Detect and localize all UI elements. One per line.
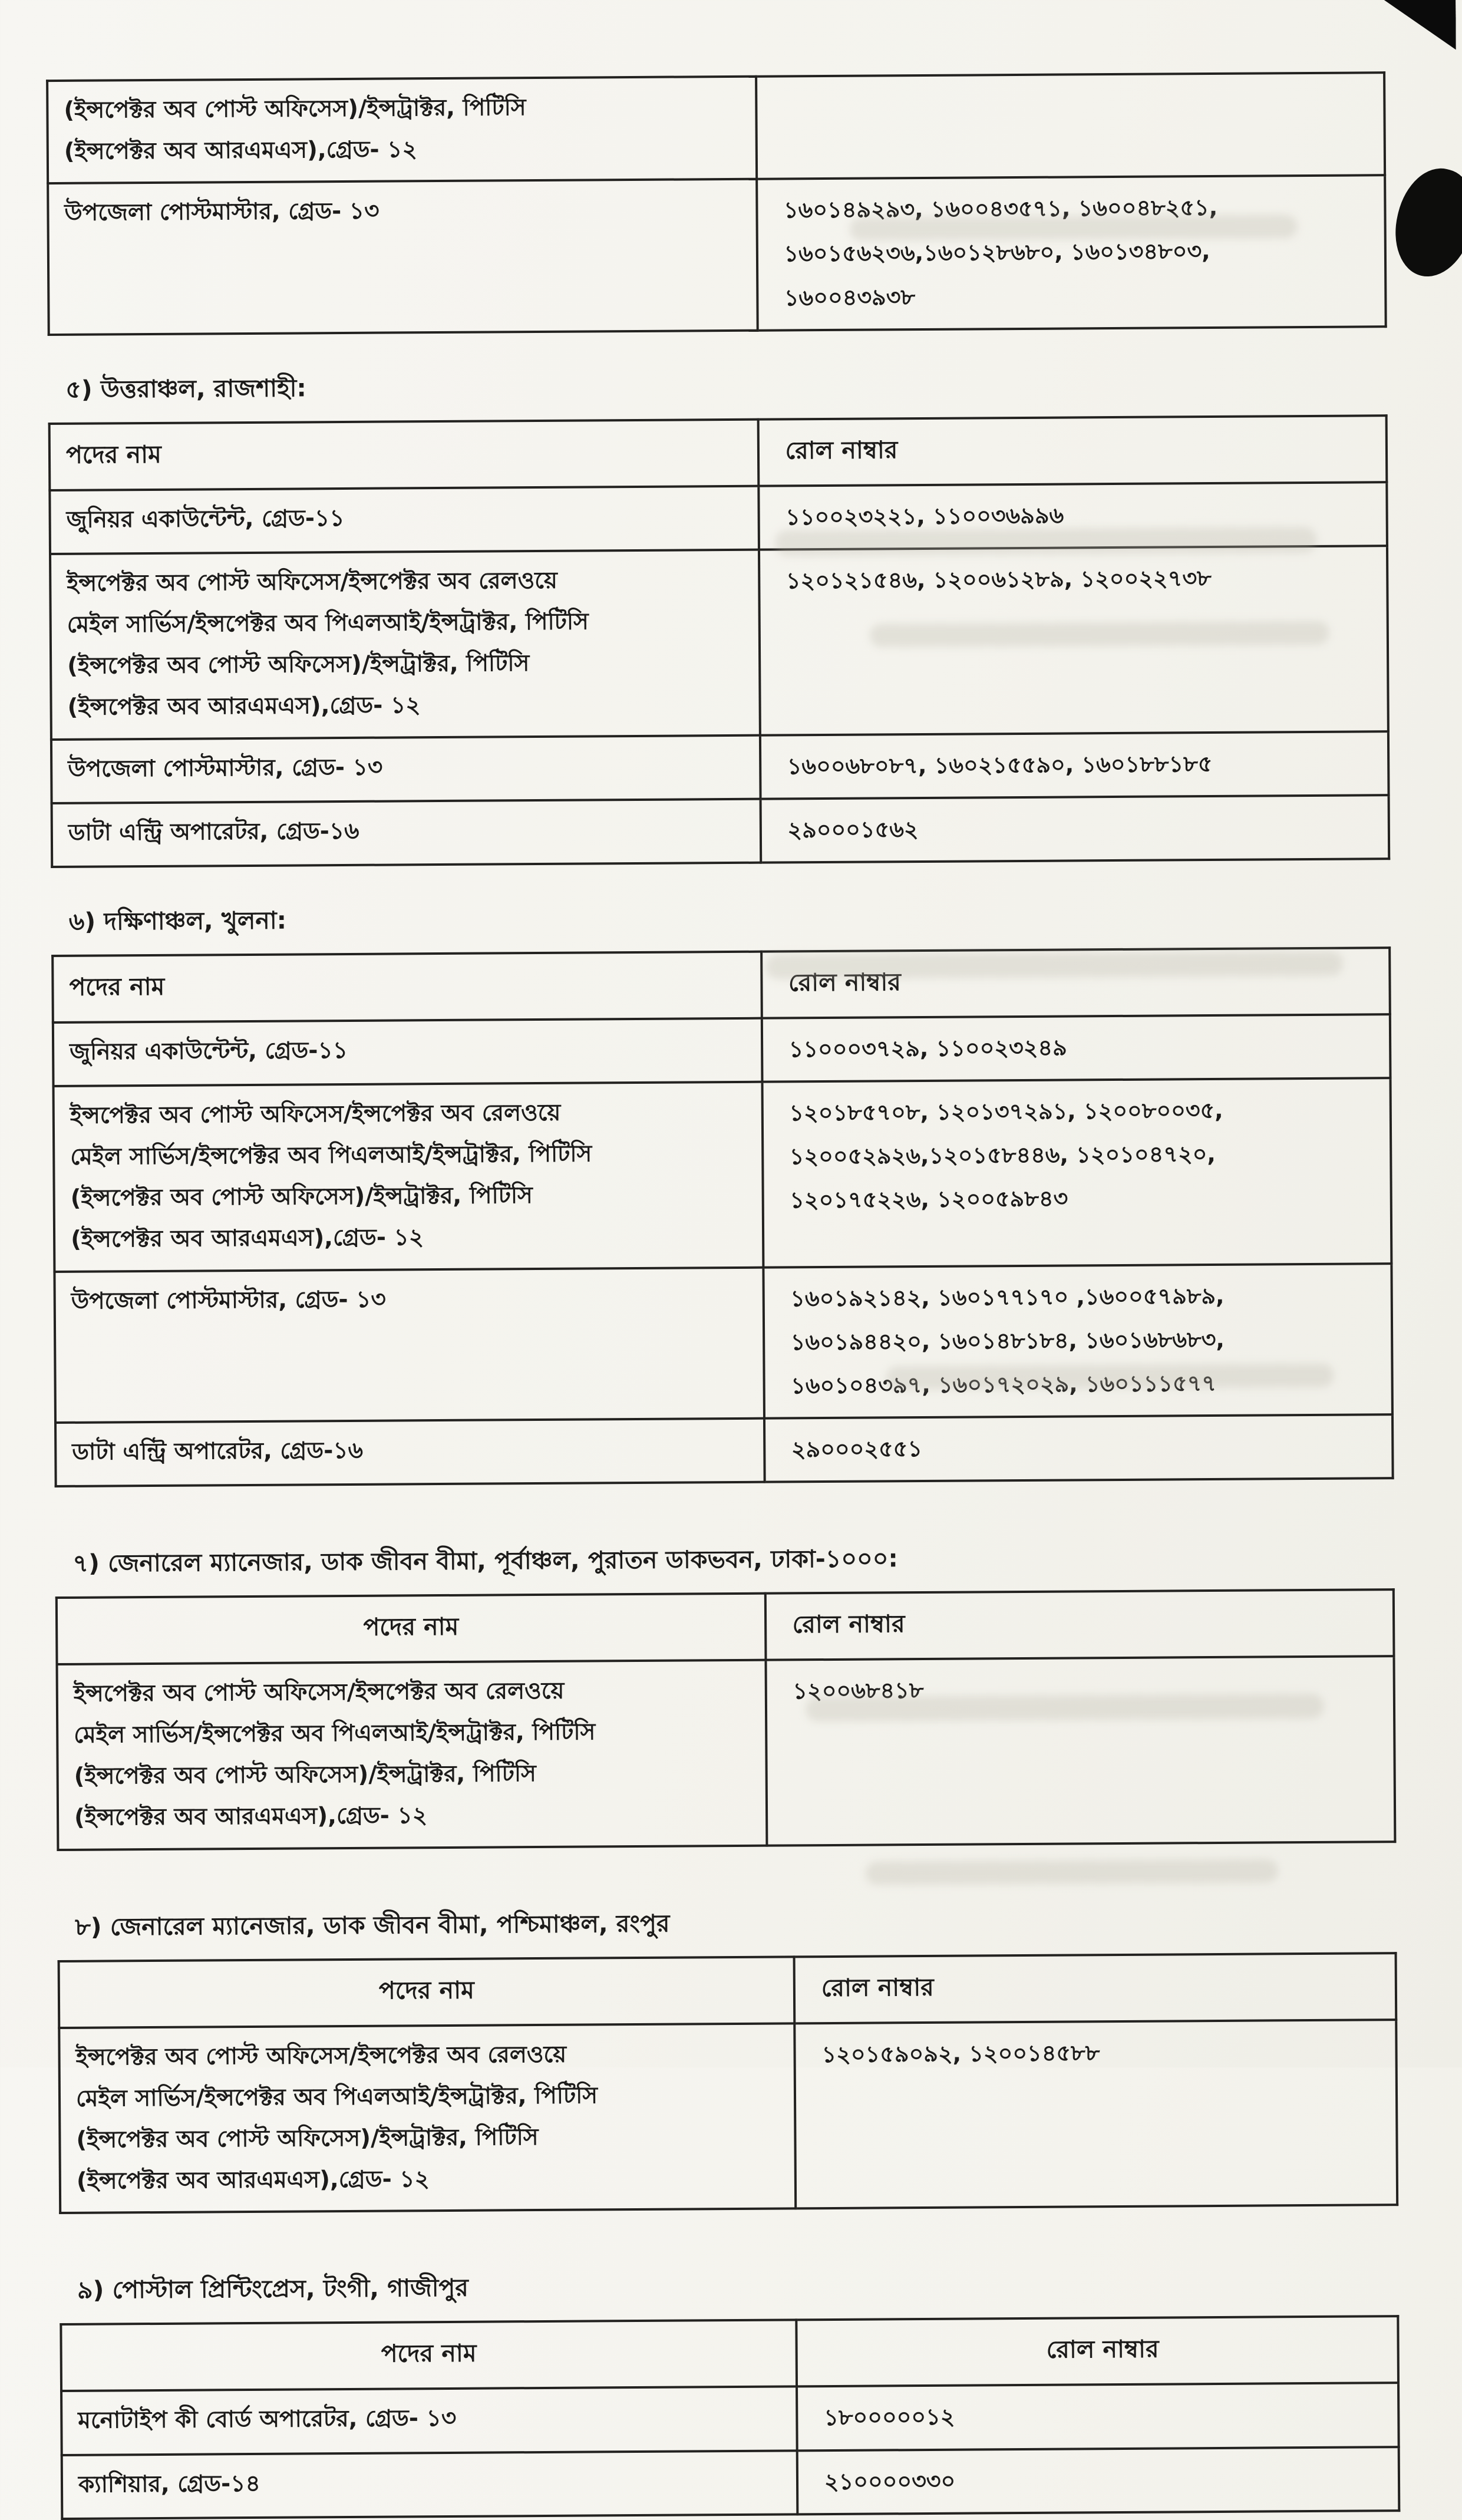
- roll-numbers-cell: ১১০০০৩৭২৯, ১১০০২৩২৪৯: [761, 1014, 1390, 1082]
- section-heading: ৯) পোস্টাল প্রিন্টিংপ্রেস, টংগী, গাজীপুর: [77, 2274, 469, 2305]
- results-table: [51, 946, 1394, 1487]
- results-table: [46, 71, 1387, 336]
- table-row: [48, 176, 1386, 335]
- scan-ink-blob-artifact: [1385, 160, 1462, 285]
- post-name-header: পদের নাম: [61, 2320, 797, 2392]
- header-row: [52, 948, 1390, 1022]
- roll-number-header: রোল নাম্বার: [761, 948, 1390, 1018]
- post-name-header: পদের নাম: [49, 419, 758, 490]
- post-name-cell: জুনিয়র একাউন্টেন্ট, গ্রেড-১১: [49, 486, 758, 553]
- header-row: [57, 1589, 1394, 1664]
- roll-numbers-cell: ২১০০০০৩৩০: [797, 2447, 1400, 2514]
- roll-numbers-cell: ১২০১৮৫৭০৮, ১২০১৩৭২৯১, ১২০০৮০০৩৫, ১২০০৫২৯২৬,১২০১৫৮৪৪৬, ১২০১০৪৭২০, ১২০১৭৫২২৬, ১২০০৫৯৮৪৩: [762, 1078, 1391, 1267]
- results-table: [55, 1588, 1397, 1851]
- table-row: [54, 1078, 1392, 1272]
- roll-numbers-cell: ১৬০১৪৯২৯৩, ১৬০০৪৩৫৭১, ১৬০০৪৮২৫১, ১৬০১৫৬২৩৬,১৬০১২৮৬৮০, ১৬০১৩৪৮০৩, ১৬০০৪৩৯৩৮: [757, 176, 1386, 331]
- section-heading: ৫) উত্তরাঞ্চল, রাজশাহী:: [65, 374, 306, 404]
- post-name-cell: উপজেলা পোস্টমাস্টার, গ্রেড- ১৩: [51, 735, 760, 803]
- roll-number-header: রোল নাম্বার: [765, 1589, 1394, 1660]
- header-row: [59, 1953, 1397, 2028]
- roll-numbers-cell: ১২০০৬৮৪১৮: [765, 1656, 1395, 1845]
- table-row: [53, 1014, 1391, 1086]
- results-table: [48, 414, 1391, 868]
- post-name-cell: ইন্সপেক্টর অব পোস্ট অফিসেস/ইন্সপেক্টর অব রেলওয়ে মেইল সার্ভিস/ইন্সপেক্টর অব পিএলআই/ইন্সট্রাক্টর, পিটিসি (ইন্সপেক্টর অব পোস্ট অফিসেস)/ইন্সট্রাক্টর, পিটিসি (ইন্সপেক্টর অব আরএমএস),গ্রেড- ১২: [57, 1660, 767, 1850]
- result-section: [60, 2264, 1401, 2520]
- table-row: [51, 731, 1389, 803]
- roll-numbers-cell: ১১০০২৩২২১, ১১০০৩৬৯৯৬: [758, 482, 1387, 550]
- table-row: [54, 1264, 1392, 1423]
- result-section: [51, 895, 1394, 1487]
- table-row: [55, 1414, 1393, 1486]
- post-name-cell: ইন্সপেক্টর অব পোস্ট অফিসেস/ইন্সপেক্টর অব রেলওয়ে মেইল সার্ভিস/ইন্সপেক্টর অব পিএলআই/ইন্সট্রাক্টর, পিটিসি (ইন্সপেক্টর অব পোস্ট অফিসেস)/ইন্সট্রাক্টর, পিটিসি (ইন্সপেক্টর অব আরএমএস),গ্রেড- ১২: [54, 1081, 763, 1271]
- header-row: [61, 2317, 1398, 2392]
- header-row: [49, 415, 1387, 490]
- table-row: [47, 72, 1385, 183]
- post-name-cell: ডাটা এন্ট্রি অপারেটর, গ্রেড-১৬: [52, 799, 761, 866]
- scan-corner-fold-artifact: [1361, 0, 1456, 50]
- post-name-header: পদের নাম: [59, 1957, 795, 2028]
- post-name-header: পদের নাম: [57, 1594, 765, 1664]
- post-name-cell: জুনিয়র একাউন্টেন্ট, গ্রেড-১১: [53, 1018, 762, 1086]
- roll-number-header: রোল নাম্বার: [796, 2317, 1398, 2387]
- result-section: [57, 1901, 1398, 2215]
- post-name-cell: ইন্সপেক্টর অব পোস্ট অফিসেস/ইন্সপেক্টর অব রেলওয়ে মেইল সার্ভিস/ইন্সপেক্টর অব পিএলআই/ইন্সট্রাক্টর, পিটিসি (ইন্সপেক্টর অব পোস্ট অফিসেস)/ইন্সট্রাক্টর, পিটিসি (ইন্সপেক্টর অব আরএমএস),গ্রেড- ১২: [50, 549, 760, 739]
- section-heading: ৬) দক্ষিণাঞ্চল, খুলনা:: [68, 906, 287, 936]
- post-name-cell: (ইন্সপেক্টর অব পোস্ট অফিসেস)/ইন্সট্রাক্টর, পিটিসি (ইন্সপেক্টর অব আরএমএস),গ্রেড- ১২: [47, 77, 757, 184]
- results-table: [58, 1952, 1399, 2215]
- section-heading: ৮) জেনারেল ম্যানেজার, ডাক জীবন বীমা, পশ্চিমাঞ্চল, রংপুর: [75, 1909, 670, 1941]
- table-row: [49, 482, 1387, 554]
- document-body: [46, 71, 1400, 2519]
- section-heading: ৭) জেনারেল ম্যানেজার, ডাক জীবন বীমা, পূর্বাঞ্চল, পুরাতন ডাকভবন, ঢাকা-১০০০:: [72, 1544, 898, 1578]
- post-name-cell: ইন্সপেক্টর অব পোস্ট অফিসেস/ইন্সপেক্টর অব রেলওয়ে মেইল সার্ভিস/ইন্সপেক্টর অব পিএলআই/ইন্সট্রাক্টর, পিটিসি (ইন্সপেক্টর অব পোস্ট অফিসেস)/ইন্সট্রাক্টর, পিটিসি (ইন্সপেক্টর অব আরএমএস),গ্রেড- ১২: [59, 2023, 796, 2213]
- roll-number-header: রোল নাম্বার: [794, 1953, 1397, 2023]
- roll-numbers-cell: ১৮০০০০০১২: [797, 2383, 1399, 2450]
- roll-numbers-cell: ২৯০০০১৫৬২: [760, 795, 1389, 863]
- results-table: [60, 2316, 1400, 2520]
- roll-number-header: রোল নাম্বার: [758, 415, 1387, 486]
- post-name-cell: উপজেলা পোস্টমাস্টার, গ্রেড- ১৩: [48, 179, 757, 335]
- roll-numbers-cell: ১৬০০৬৮০৮৭, ১৬০২১৫৫৯০, ১৬০১৮৮১৮৫: [760, 731, 1388, 799]
- table-row: [59, 2020, 1397, 2214]
- post-name-header: পদের নাম: [52, 951, 761, 1022]
- table-row: [61, 2383, 1399, 2455]
- post-name-cell: মনোটাইপ কী বোর্ড অপারেটর, গ্রেড- ১৩: [61, 2387, 797, 2455]
- continuation-section: [46, 71, 1387, 336]
- result-section: [48, 363, 1390, 868]
- post-name-cell: ডাটা এন্ট্রি অপারেটর, গ্রেড-১৬: [55, 1418, 764, 1486]
- table-row: [62, 2447, 1400, 2519]
- post-name-cell: উপজেলা পোস্টমাস্টার, গ্রেড- ১৩: [54, 1267, 764, 1423]
- roll-numbers-cell: ১২০১২১৫৪৬, ১২০০৬১২৮৯, ১২০০২২৭৩৮: [759, 546, 1388, 735]
- roll-numbers-cell: ১৬০১৯২১৪২, ১৬০১৭৭১৭০ ,১৬০০৫৭৯৮৯, ১৬০১৯৪৪২০, ১৬০১৪৮১৮৪, ১৬০১৬৮৬৮৩, ১৬০১০৪৩৯৭, ১৬০১৭২০২৯, ১৬০১১১৫৭৭: [763, 1264, 1392, 1419]
- roll-numbers-cell: ২৯০০০২৫৫১: [764, 1414, 1393, 1482]
- table-row: [57, 1656, 1395, 1850]
- table-row: [52, 795, 1390, 867]
- table-row: [50, 546, 1388, 740]
- result-section: [55, 1537, 1396, 1851]
- post-name-cell: ক্যাশিয়ার, গ্রেড-১৪: [62, 2450, 798, 2519]
- roll-numbers-cell: [756, 72, 1385, 179]
- roll-numbers-cell: ১২০১৫৯০৯২, ১২০০১৪৫৮৮: [794, 2020, 1397, 2209]
